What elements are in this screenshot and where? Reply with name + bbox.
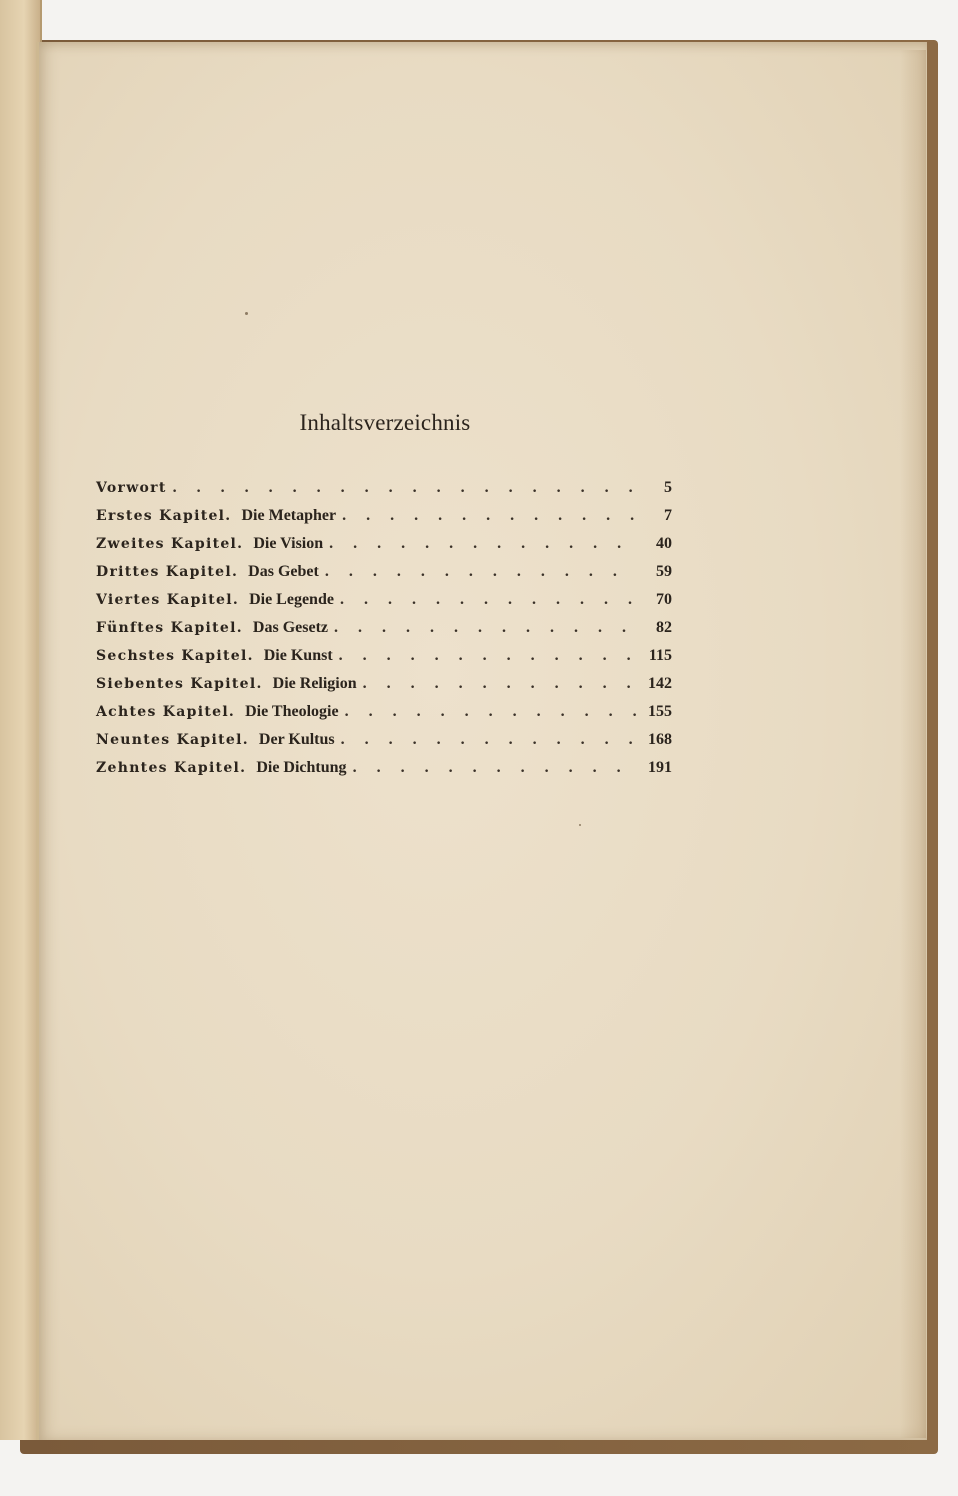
toc-entry-label: Fünftes Kapitel.: [96, 620, 243, 636]
toc-entry-subtitle: Die Dichtung: [256, 759, 347, 776]
toc-entry-chapter-8: [96, 703, 672, 731]
toc-list: [96, 479, 672, 787]
toc-entry-label: Vorwort: [96, 480, 167, 496]
toc-leader-dots: [345, 703, 636, 721]
toc-entry-label: Achtes Kapitel.: [96, 704, 236, 720]
toc-leader-dots: [329, 535, 636, 553]
toc-entry-label: Zweites Kapitel.: [96, 536, 244, 552]
toc-entry-label: Drittes Kapitel.: [96, 564, 239, 580]
toc-entry-page: 82: [656, 619, 672, 636]
toc-entry-vorwort: [96, 479, 672, 507]
toc-entry-subtitle: Die Religion: [272, 675, 357, 692]
toc-entry-subtitle: Das Gesetz: [252, 619, 329, 636]
toc-entry-label: Erstes Kapitel.: [96, 508, 232, 524]
toc-entry-subtitle: Der Kultus: [258, 731, 335, 748]
toc-entry-chapter-3: [96, 563, 672, 591]
toc-entry-subtitle: Die Metapher: [241, 507, 337, 524]
toc-leader-dots: [173, 479, 636, 497]
toc-entry-subtitle: Die Kunst: [263, 647, 333, 664]
toc-entry-label: Neuntes Kapitel.: [96, 732, 249, 748]
toc-entry-page: 168: [648, 731, 672, 748]
toc-entry-subtitle: Das Gebet: [248, 563, 319, 580]
toc-leader-dots: [363, 675, 636, 693]
toc-leader-dots: [339, 647, 636, 665]
toc-entry-chapter-9: [96, 731, 672, 759]
toc-entry-label: Siebentes Kapitel.: [96, 676, 263, 692]
toc-entry-page: 142: [648, 675, 672, 692]
toc-entry-label: Zehntes Kapitel.: [96, 760, 247, 776]
toc-entry-subtitle: Die Legende: [249, 591, 334, 608]
toc-entry-page: 115: [648, 647, 672, 664]
toc-entry-page: 70: [656, 591, 672, 608]
toc-entry-page: 40: [656, 535, 672, 552]
toc-entry-chapter-6: [96, 647, 672, 675]
toc-leader-dots: [334, 619, 636, 637]
toc-entry-chapter-7: [96, 675, 672, 703]
toc-entry-label: Sechstes Kapitel.: [96, 648, 254, 664]
toc-entry-page: 7: [664, 507, 672, 524]
toc-entry-chapter-1: [96, 507, 672, 535]
toc-title: Inhaltsverzeichnis: [299, 410, 471, 435]
toc-leader-dots: [341, 731, 636, 749]
toc-entry-page: 155: [648, 703, 672, 720]
toc-leader-dots: [342, 507, 636, 525]
toc-entry-subtitle: Die Vision: [253, 535, 324, 552]
toc-entry-chapter-2: [96, 535, 672, 563]
toc-leader-dots: [353, 759, 636, 777]
toc-entry-page: 5: [664, 479, 672, 496]
toc-entry-subtitle: Die Theologie: [245, 703, 339, 720]
toc-entry-chapter-4: [96, 591, 672, 619]
toc-entry-page: 59: [656, 563, 672, 580]
toc-entry-chapter-10: [96, 759, 672, 787]
toc-entry-page: 191: [648, 759, 672, 776]
toc-entry-label: Viertes Kapitel.: [96, 592, 240, 608]
toc-leader-dots: [340, 591, 636, 609]
toc-entry-chapter-5: [96, 619, 672, 647]
toc-leader-dots: [325, 563, 636, 581]
